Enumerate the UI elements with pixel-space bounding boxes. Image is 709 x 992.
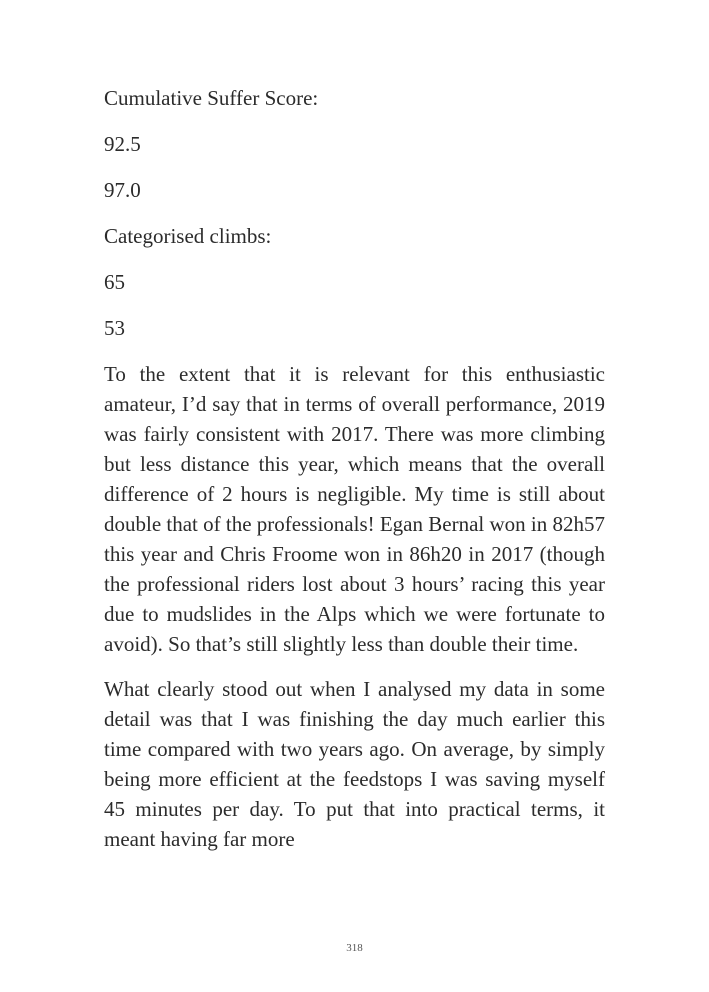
paragraph-performance: To the extent that it is relevant for this enthusiastic amateur, I’d say that in terms of overall performance, 2019 was fairly consistent with 2017. There was more climbing but less distance this year, which means that the overall difference of 2 hours is negligible. My time is still about double that of the professionals! Egan Bernal won in 82h57 this year and Chris Froome won in 86h20 in 2017 (though the professional riders lost about 3 hours’ racing this year due to mudslides in the Alps which we were fortunate to avoid). So that’s still slightly less than double their time. [104,362,605,656]
suffer-score-value-1: 92.5 [104,132,141,156]
suffer-score-label: Cumulative Suffer Score: [104,86,319,110]
paragraph-feedstops: What clearly stood out when I analysed my data in some detail was that I was finishing the day much earlier this time compared with two years ago. On average, by simply being more efficient at the feedstops I was saving myself 45 minutes per day. To put that into practical terms, it meant having far more [104,677,605,851]
climbs-label: Categorised climbs: [104,224,272,248]
suffer-score-value-2: 97.0 [104,178,141,202]
page-content [104,83,605,869]
climbs-value-1: 65 [104,270,125,294]
climbs-value-2: 53 [104,316,125,340]
page-number: 318 [346,942,363,954]
